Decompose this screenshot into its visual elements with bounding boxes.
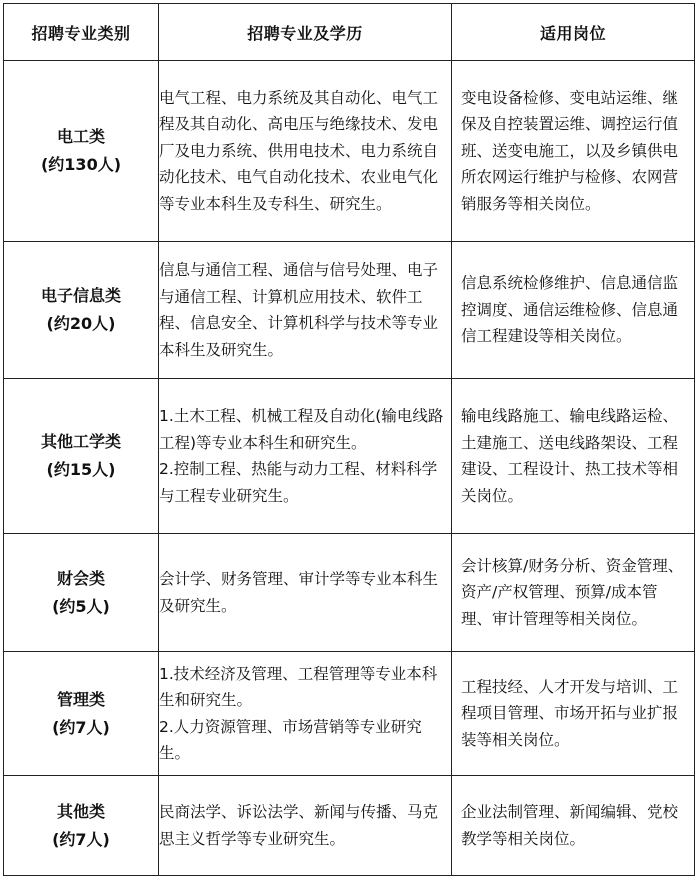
category-cell [4,61,159,242]
category-name: 其他工学类 [40,432,121,451]
positions-text: 变电设备检修、变电站运维、继保及自控装置运维、调控运行值班、送变电施工，以及乡镇供电所农网运行维护与检修、农网营销服务等相关岗位。 [461,88,679,213]
category-count: (约15人) [46,460,116,479]
category-cell [4,379,159,534]
category-count: (约20人) [46,314,116,333]
category-name: 其他类 [56,801,105,821]
table-row [4,242,695,379]
positions-text: 信息系统检修维护、信息通信监控调度、通信运维检修、信息通信工程建设等相关岗位。 [461,274,679,346]
header-row [4,4,695,61]
table-row [4,534,695,652]
category-count: (约130人) [40,155,122,174]
category-name: 财会类 [56,568,105,588]
category-cell [4,776,159,876]
category-cell [4,534,159,652]
positions-text: 会计核算/财务分析、资金管理、资产/产权管理、预算/成本管理、审计管理等相关岗位。 [461,556,684,628]
header-positions: 适用岗位 [452,4,695,61]
positions-cell [452,379,695,534]
positions-cell [452,242,695,379]
positions-cell [452,776,695,876]
category-cell [4,652,159,776]
header-category: 招聘专业类别 [4,4,159,61]
category-name: 电子信息类 [40,286,121,305]
header-majors: 招聘专业及学历 [159,4,452,61]
positions-cell [452,652,695,776]
majors-text: 1.技术经济及管理、工程管理等专业本科生和研究生。 [159,664,438,709]
majors-text: 2.控制工程、热能与动力工程、材料科学与工程专业研究生。 [159,460,438,505]
majors-text: 民商法学、诉讼法学、新闻与传播、马克思主义哲学等专业研究生。 [159,803,439,848]
positions-text: 企业法制管理、新闻编辑、党校教学等相关岗位。 [461,803,679,848]
majors-text: 1.土木工程、机械工程及自动化(输电线路工程)等专业本科生和研究生。 [159,407,444,452]
positions-cell [452,61,695,242]
majors-text: 2.人力资源管理、市场营销等专业研究生。 [159,717,422,762]
majors-text: 电气工程、电力系统及其自动化、电气工程及其自动化、高电压与绝缘技术、发电厂及电力系统、供用电技术、电力系统自动化技术、电气自动化技术、农业电气化等专业本科生及专科生、研究生。 [159,88,439,213]
category-count: (约5人) [52,596,110,616]
positions-text: 工程技经、人才开发与培训、工程项目管理、市场开拓与业扩报装等相关岗位。 [461,677,679,749]
majors-text: 信息与通信工程、通信与信号处理、电子与通信工程、计算机应用技术、软件工程、信息安全、计算机科学与技术等专业本科生及研究生。 [159,261,439,359]
category-count: (约7人) [52,717,110,737]
recruitment-table [3,3,695,876]
majors-cell [159,534,452,652]
category-name: 管理类 [56,689,105,709]
majors-cell [159,61,452,242]
majors-cell [159,652,452,776]
majors-cell [159,242,452,379]
table-row [4,379,695,534]
table-row [4,61,695,242]
positions-cell [452,534,695,652]
category-count: (约7人) [52,829,110,849]
majors-cell [159,776,452,876]
majors-cell [159,379,452,534]
table-row [4,652,695,776]
majors-text: 会计学、财务管理、审计学等专业本科生及研究生。 [159,570,439,615]
table-row [4,776,695,876]
category-name: 电工类 [56,127,105,146]
positions-text: 输电线路施工、输电线路运检、土建施工、送电线路架设、工程建设、工程设计、热工技术等相关岗位。 [461,407,679,505]
category-cell [4,242,159,379]
